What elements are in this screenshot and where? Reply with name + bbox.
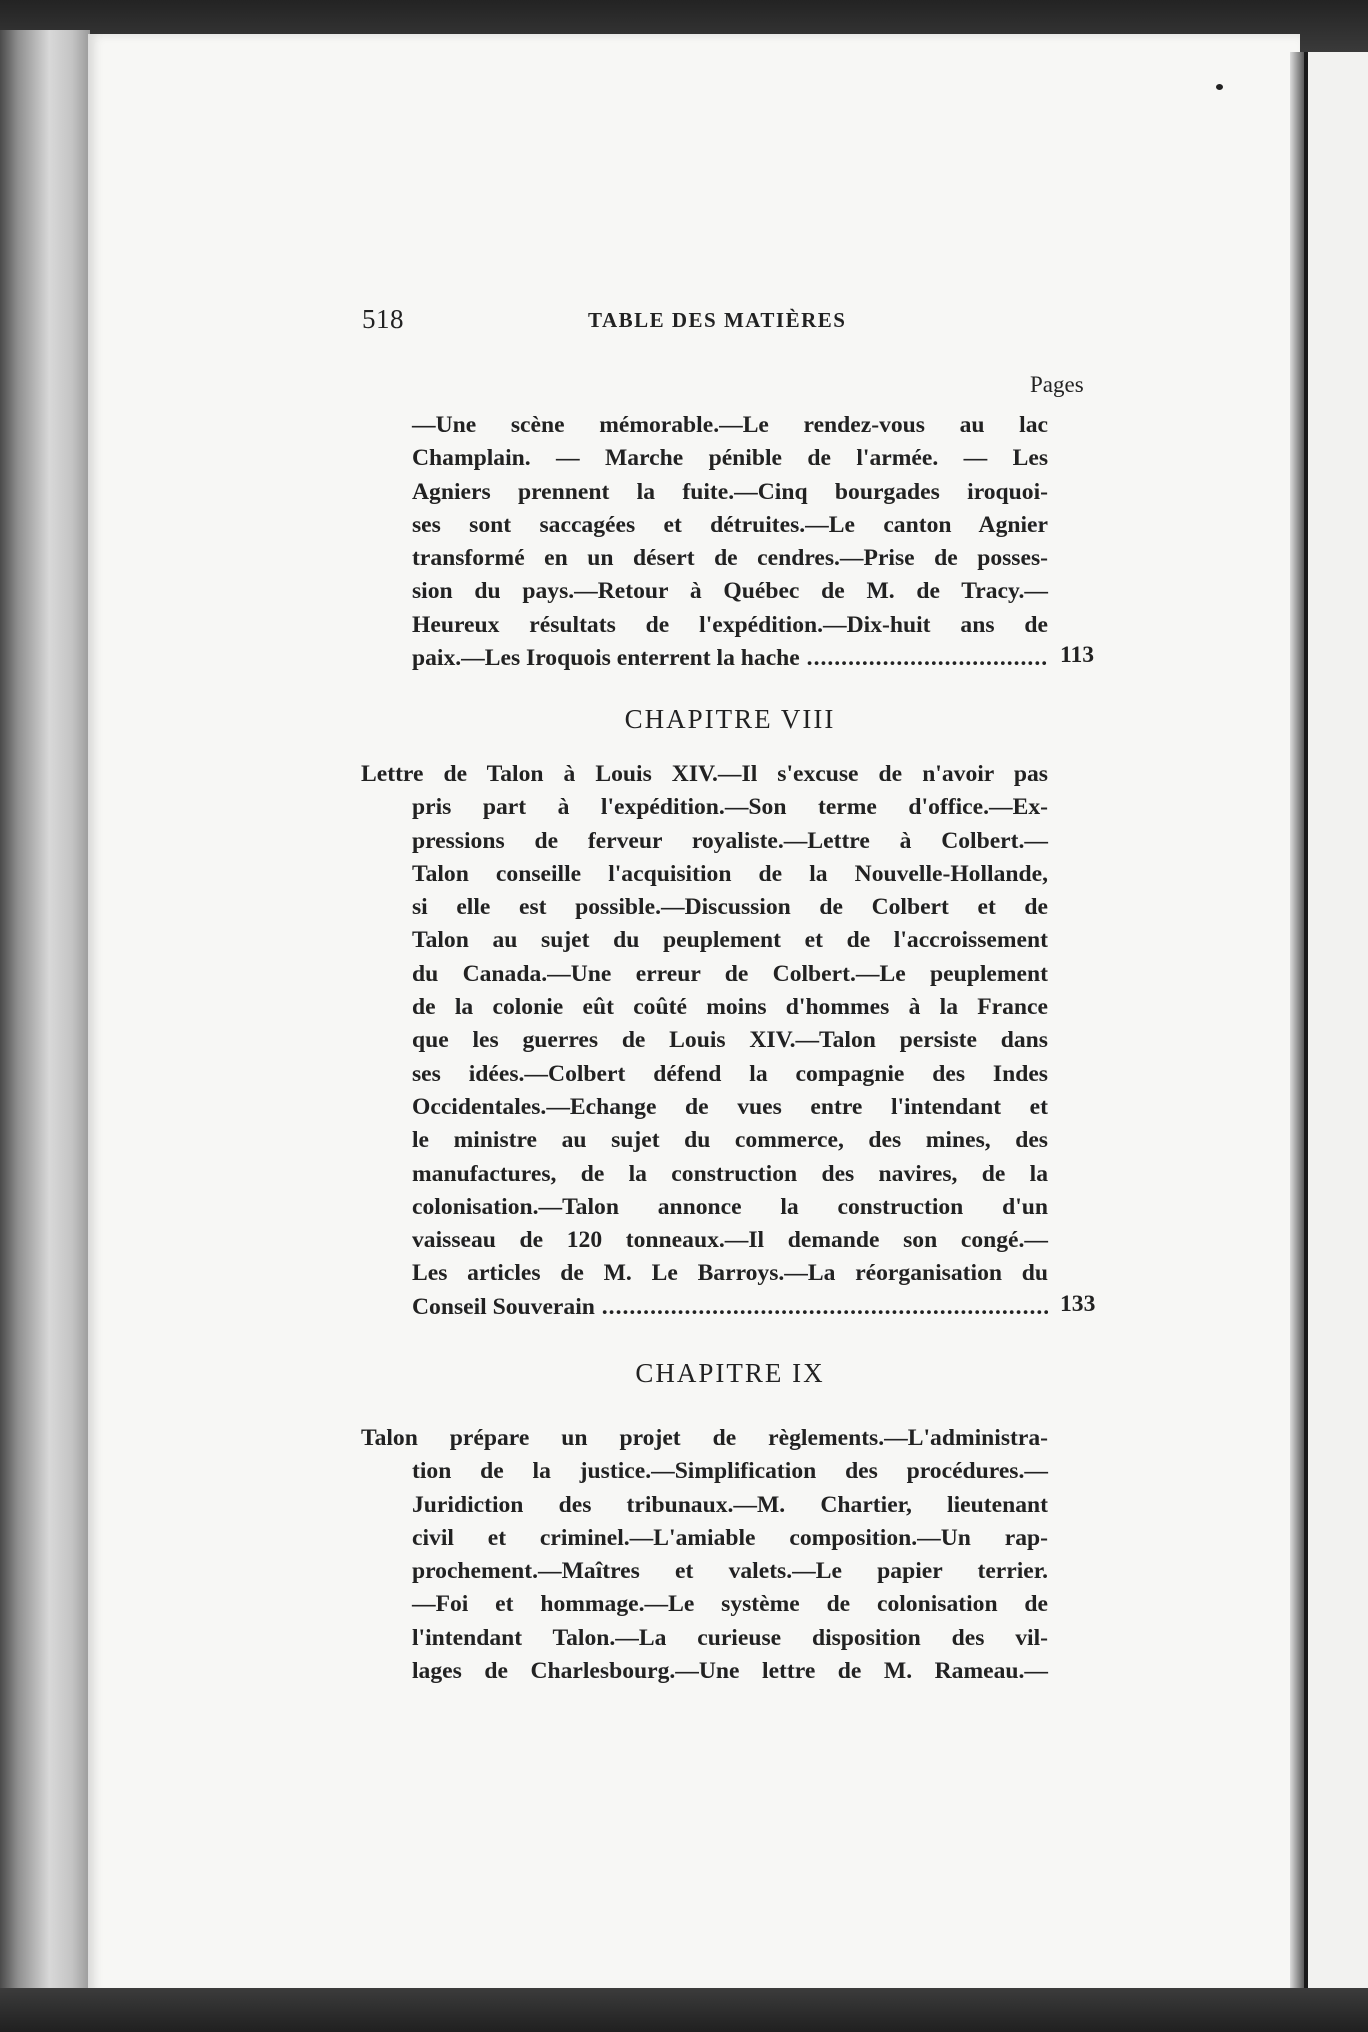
page-number: 518	[362, 304, 404, 334]
pages-column-label: Pages	[1030, 372, 1084, 397]
running-head: TABLE DES MATIÈRES	[588, 308, 847, 332]
entry-line: Talon prépare un projet de règlements.—L'administra-	[361, 1425, 1048, 1451]
entry-line: de la colonie eût coûté moins d'hommes à la France	[412, 994, 1048, 1021]
entry-line: —Foi et hommage.—Le système de colonisation de	[412, 1591, 1048, 1618]
entry-line: vaisseau de 120 tonneaux.—Il demande son congé.—	[412, 1227, 1048, 1254]
toc-page-ref: 133	[1060, 1291, 1096, 1317]
toc-page-ref: 113	[1060, 642, 1095, 668]
entry-line: Conseil Souverain .....	[412, 1291, 1048, 1324]
entry-line: —Une scène mémorable.—Le rendez-vous au lac	[412, 412, 1048, 438]
chapter-heading: CHAPITRE IX	[635, 1358, 825, 1388]
entry-line: civil et criminel.—L'amiable composition.—Un rap-	[412, 1524, 1048, 1551]
entry-line: Heureux résultats de l'expédition.—Dix-huit ans de	[412, 611, 1048, 638]
toc-entry-chapter-7-continued	[412, 409, 1048, 675]
chapter-heading: CHAPITRE VIII	[624, 704, 836, 734]
toc-entry-chapter-8	[361, 758, 1048, 1324]
facing-page-edge	[1304, 52, 1368, 1992]
entry-line: Juridiction des tribunaux.—M. Chartier, lieutenant	[412, 1491, 1048, 1518]
entry-line: prochement.—Maîtres et valets.—Le papier terrier.	[412, 1558, 1048, 1585]
entry-line: ses idées.—Colbert défend la compagnie des Indes	[412, 1060, 1048, 1087]
entry-line: ses sont saccagées et détruites.—Le canton Agnier	[412, 511, 1048, 538]
book-gutter	[0, 30, 90, 2000]
entry-line: tion de la justice.—Simplification des procédures.—	[412, 1458, 1048, 1485]
entry-line: Champlain. — Marche pénible de l'armée. — Les	[412, 445, 1048, 472]
entry-line: Les articles de M. Le Barroys.—La réorganisation du	[412, 1260, 1048, 1287]
entry-line: lages de Charlesbourg.—Une lettre de M. Rameau.—	[412, 1658, 1048, 1685]
entry-line: l'intendant Talon.—La curieuse disposition des vil-	[412, 1624, 1048, 1651]
entry-line: colonisation.—Talon annonce la construction d'un	[412, 1193, 1048, 1220]
entry-line: pris part à l'expédition.—Son terme d'office.—Ex-	[412, 794, 1048, 821]
entry-line: Agniers prennent la fuite.—Cinq bourgades iroquoi-	[412, 478, 1048, 505]
entry-line: paix.—Les Iroquois enterrent la hache .....	[412, 642, 1048, 675]
entry-line-with-leader	[412, 1291, 1048, 1324]
entry-line: manufactures, de la construction des navires, de la	[412, 1160, 1048, 1187]
scan-bottom-edge	[0, 1988, 1368, 2032]
toc-entry-chapter-9	[361, 1422, 1048, 1688]
entry-line: Talon au sujet du peuplement et de l'accroissement	[412, 927, 1048, 954]
entry-line: du Canada.—Une erreur de Colbert.—Le peuplement	[412, 960, 1048, 987]
entry-line: Talon conseille l'acquisition de la Nouvelle-Hollande,	[412, 860, 1048, 887]
entry-line: sion du pays.—Retour à Québec de M. de Tracy.—	[412, 578, 1048, 605]
entry-line: que les guerres de Louis XIV.—Talon persiste dans	[412, 1027, 1048, 1054]
ink-speck	[1216, 84, 1223, 90]
entry-line: le ministre au sujet du commerce, des mines, des	[412, 1127, 1048, 1154]
page-fold-shadow	[1290, 52, 1304, 1992]
entry-line: si elle est possible.—Discussion de Colbert et de	[412, 894, 1048, 921]
entry-line: transformé en un désert de cendres.—Prise de posses-	[412, 545, 1048, 572]
entry-line: pressions de ferveur royaliste.—Lettre à Colbert.—	[412, 827, 1048, 854]
entry-line-with-leader	[412, 642, 1048, 675]
entry-line: Lettre de Talon à Louis XIV.—Il s'excuse de n'avoir pas	[361, 761, 1048, 787]
entry-line: Occidentales.—Echange de vues entre l'intendant et	[412, 1093, 1048, 1120]
